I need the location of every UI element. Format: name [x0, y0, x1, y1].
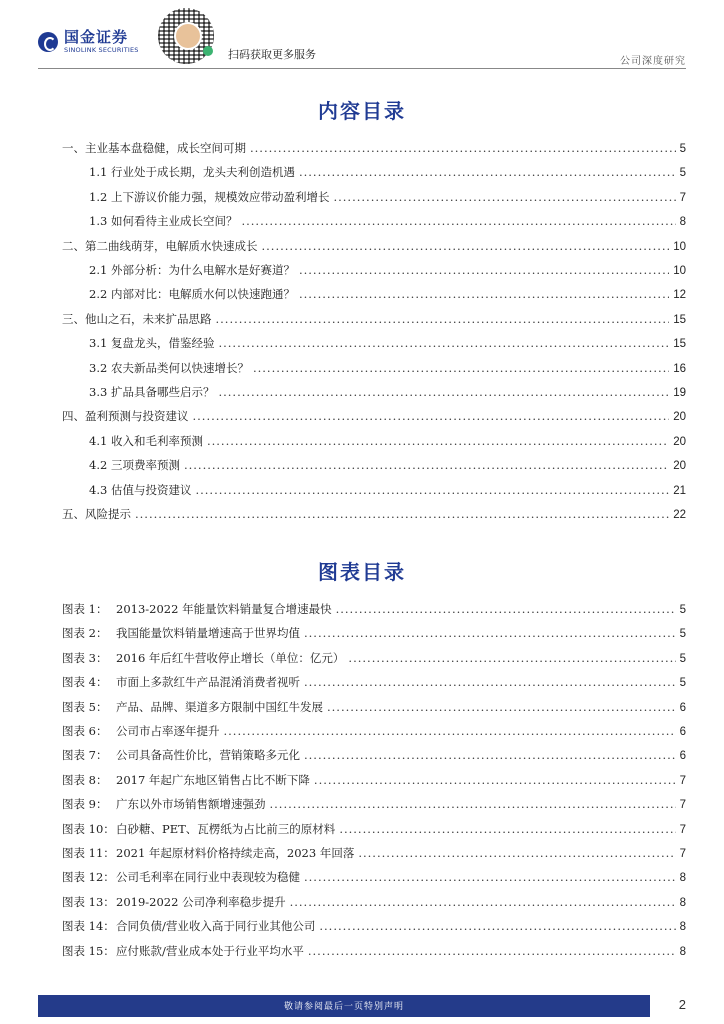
figure-number: 图表 1：	[62, 602, 108, 616]
toc-entry-title: 2.2 内部对比：电解质水何以快速跑通？	[89, 287, 295, 302]
dot-leader	[224, 724, 676, 738]
toc-entry-title: 4.3 估值与投资建议	[89, 482, 192, 497]
page-header	[0, 0, 724, 68]
toc-entry[interactable]	[62, 213, 686, 231]
figure-entry[interactable]	[62, 796, 686, 814]
page-number: 2	[678, 997, 686, 1012]
figure-number: 图表 3：	[62, 650, 108, 665]
dot-leader	[308, 944, 676, 958]
dot-leader	[299, 165, 676, 179]
dot-leader	[262, 239, 670, 253]
figure-title: 合同负债/营业收入高于同行业其他公司	[116, 919, 316, 934]
dot-leader	[314, 773, 676, 787]
figure-title: 广东以外市场销售额增速强劲	[116, 797, 266, 812]
figure-entry[interactable]	[62, 674, 686, 692]
figure-page: 5	[679, 677, 686, 690]
company-logo	[38, 30, 139, 54]
figure-entry[interactable]	[62, 821, 686, 839]
toc-entry-title: 四、盈利预测与投资建议	[62, 409, 189, 424]
mini-program-badge-icon	[203, 46, 213, 56]
toc-entry-title: 1.2 上下游议价能力强，规模效应带动盈利增长	[89, 189, 330, 204]
toc-entry-page: 22	[673, 509, 686, 521]
toc-entry[interactable]	[62, 335, 686, 353]
toc-entry[interactable]	[62, 286, 686, 304]
dot-leader	[299, 263, 669, 277]
dot-leader	[319, 919, 675, 933]
figure-number: 图表 6：	[62, 724, 108, 738]
toc-entry[interactable]	[62, 189, 686, 207]
toc-entry-page: 10	[673, 240, 686, 253]
figure-title: 公司市占率逐年提升	[116, 724, 220, 738]
figure-page: 6	[679, 726, 686, 738]
figures-title: 图表目录	[318, 560, 406, 584]
dot-leader	[218, 385, 669, 399]
dot-leader	[253, 361, 669, 375]
figure-entry[interactable]	[62, 747, 686, 765]
figure-number: 图表 9：	[62, 797, 108, 812]
toc-entry-page: 7	[679, 191, 686, 204]
figure-entry[interactable]	[62, 772, 686, 790]
dot-leader	[348, 651, 675, 665]
figure-entry[interactable]	[62, 625, 686, 643]
toc-entry-title: 3.2 农夫新品类何以快速增长？	[89, 360, 249, 375]
figure-title: 我国能量饮料销量增速高于世界均值	[116, 626, 300, 641]
toc-entry-title: 3.3 扩品具备哪些启示？	[89, 385, 215, 399]
figure-number: 图表 10：	[62, 821, 115, 836]
dot-leader	[241, 214, 675, 228]
toc-entry-page: 12	[673, 289, 686, 302]
toc-entry-title: 三、他山之石，未来扩品思路	[62, 311, 212, 326]
dot-leader	[304, 870, 676, 884]
figure-number: 图表 14：	[62, 919, 115, 934]
figure-entry[interactable]	[62, 845, 686, 863]
dot-leader	[358, 846, 675, 860]
toc-entry-page: 20	[673, 460, 686, 473]
figure-entry[interactable]	[62, 601, 686, 619]
toc-entry-title: 二、第二曲线萌芽，电解质水快速成长	[62, 238, 258, 253]
toc-entry[interactable]	[62, 262, 686, 280]
dot-leader	[195, 483, 669, 497]
toc-entry-page: 5	[679, 167, 686, 180]
figure-page: 5	[679, 628, 686, 641]
toc-entry[interactable]	[62, 433, 686, 451]
dot-leader	[207, 434, 669, 448]
dot-leader	[216, 312, 670, 326]
toc-entry[interactable]	[62, 384, 686, 402]
dot-leader	[304, 626, 676, 640]
dot-leader	[290, 895, 676, 909]
toc-entry[interactable]	[62, 238, 686, 256]
toc-entry-page: 15	[673, 338, 686, 351]
figure-title: 2019-2022 公司净利率稳步提升	[116, 894, 286, 909]
figure-title: 2016 年后红牛营收停止增长（单位：亿元）	[116, 650, 345, 665]
dot-leader	[304, 675, 676, 689]
dot-leader	[218, 336, 669, 350]
figure-entry[interactable]	[62, 723, 686, 741]
figure-page: 5	[679, 604, 686, 616]
dot-leader	[184, 458, 669, 472]
dot-leader	[299, 287, 669, 301]
toc-entry-page: 20	[673, 435, 686, 448]
dot-leader	[333, 190, 675, 204]
figure-number: 图表 2：	[62, 626, 108, 641]
figure-entry[interactable]	[62, 943, 686, 961]
figure-title: 2021 年起原材料价格持续走高，2023 年回落	[116, 846, 355, 860]
figure-title: 市面上多款红牛产品混淆消费者视听	[116, 675, 300, 690]
report-type: 公司深度研究	[620, 56, 686, 67]
dot-leader	[327, 700, 676, 714]
toc-entry[interactable]	[62, 311, 686, 329]
toc-entry-page: 15	[673, 313, 686, 326]
sinolink-logo-icon	[38, 32, 58, 52]
toc-entry[interactable]	[62, 482, 686, 500]
toc-entry-title: 4.1 收入和毛利率预测	[89, 433, 203, 448]
dot-leader	[304, 748, 676, 762]
toc-entry[interactable]	[62, 140, 686, 158]
toc-entry[interactable]	[62, 457, 686, 475]
toc-entry-title: 五、风险提示	[62, 507, 131, 521]
figure-number: 图表 8：	[62, 772, 108, 787]
figure-entry[interactable]	[62, 699, 686, 717]
toc-entry-title: 2.1 外部分析：为什么电解水是好赛道？	[89, 263, 295, 277]
logo-english-name: SINOLINK SECURITIES	[64, 46, 139, 54]
toc-entry[interactable]	[62, 506, 686, 524]
toc-entry[interactable]	[62, 408, 686, 426]
figure-title: 产品、品牌、渠道多方限制中国红牛发展	[116, 699, 323, 714]
figure-number: 图表 13：	[62, 894, 115, 909]
figure-page: 7	[679, 848, 686, 860]
contents-title: 内容目录	[318, 99, 406, 123]
figure-title: 应付账款/营业成本处于行业平均水平	[116, 943, 304, 958]
figure-page: 6	[679, 701, 686, 714]
toc-entry[interactable]	[62, 164, 686, 182]
toc-entry-title: 一、主业基本盘稳健，成长空间可期	[62, 141, 246, 155]
toc-entry-page: 20	[673, 411, 686, 424]
scan-prompt: 扫码获取更多服务	[228, 48, 316, 61]
toc-entry-page: 8	[679, 216, 686, 229]
figure-page: 7	[679, 799, 686, 812]
header-divider	[38, 68, 686, 69]
figure-page: 8	[679, 896, 686, 909]
figure-title: 白砂糖、PET、瓦楞纸为占比前三的原材料	[116, 821, 336, 836]
figure-page: 6	[679, 750, 686, 763]
figure-number: 图表 5：	[62, 699, 108, 714]
figure-title: 2013-2022 年能量饮料销量复合增速最快	[116, 602, 332, 616]
figure-title: 2017 年起广东地区销售占比不断下降	[116, 772, 310, 787]
dot-leader	[250, 141, 676, 155]
toc-entry-page: 10	[673, 265, 686, 277]
toc-entry-page: 16	[673, 362, 686, 375]
figure-number: 图表 12：	[62, 870, 115, 885]
figure-entry[interactable]	[62, 650, 686, 668]
figure-entry[interactable]	[62, 894, 686, 912]
figure-number: 图表 11：	[62, 846, 115, 860]
toc-entry-title: 1.1 行业处于成长期，龙头夫利创造机遇	[89, 165, 295, 180]
toc-entry-title: 4.2 三项费率预测	[89, 458, 180, 473]
toc-entry-page: 5	[679, 143, 686, 155]
figure-page: 8	[679, 945, 686, 958]
toc-entry-title: 1.3 如何看待主业成长空间？	[89, 214, 238, 229]
figure-entry[interactable]	[62, 918, 686, 936]
footer-disclaimer: 敬请参阅最后一页特别声明	[283, 1002, 404, 1012]
figure-title: 公司具备高性价比，营销策略多元化	[116, 748, 300, 763]
dot-leader	[270, 797, 676, 811]
toc-entry[interactable]	[62, 360, 686, 378]
figure-page: 7	[679, 823, 686, 836]
qr-center-logo-icon	[174, 22, 202, 50]
toc-entry-page: 19	[673, 387, 686, 399]
toc-entry-title: 3.1 复盘龙头，借鉴经验	[89, 336, 215, 351]
figure-page: 5	[679, 652, 686, 665]
figure-entry[interactable]	[62, 869, 686, 887]
toc-entry-page: 21	[673, 484, 686, 497]
figure-page: 8	[679, 872, 686, 885]
dot-leader	[339, 822, 675, 836]
figure-page: 7	[679, 774, 686, 787]
dot-leader	[336, 602, 676, 616]
figure-number: 图表 15：	[62, 943, 115, 958]
dot-leader	[193, 409, 670, 423]
dot-leader	[135, 507, 669, 521]
figure-number: 图表 4：	[62, 675, 108, 690]
figure-page: 8	[679, 921, 686, 934]
figure-title: 公司毛利率在同行业中表现较为稳健	[116, 870, 300, 885]
figure-number: 图表 7：	[62, 748, 108, 763]
logo-chinese-name: 国金证券	[64, 28, 129, 46]
